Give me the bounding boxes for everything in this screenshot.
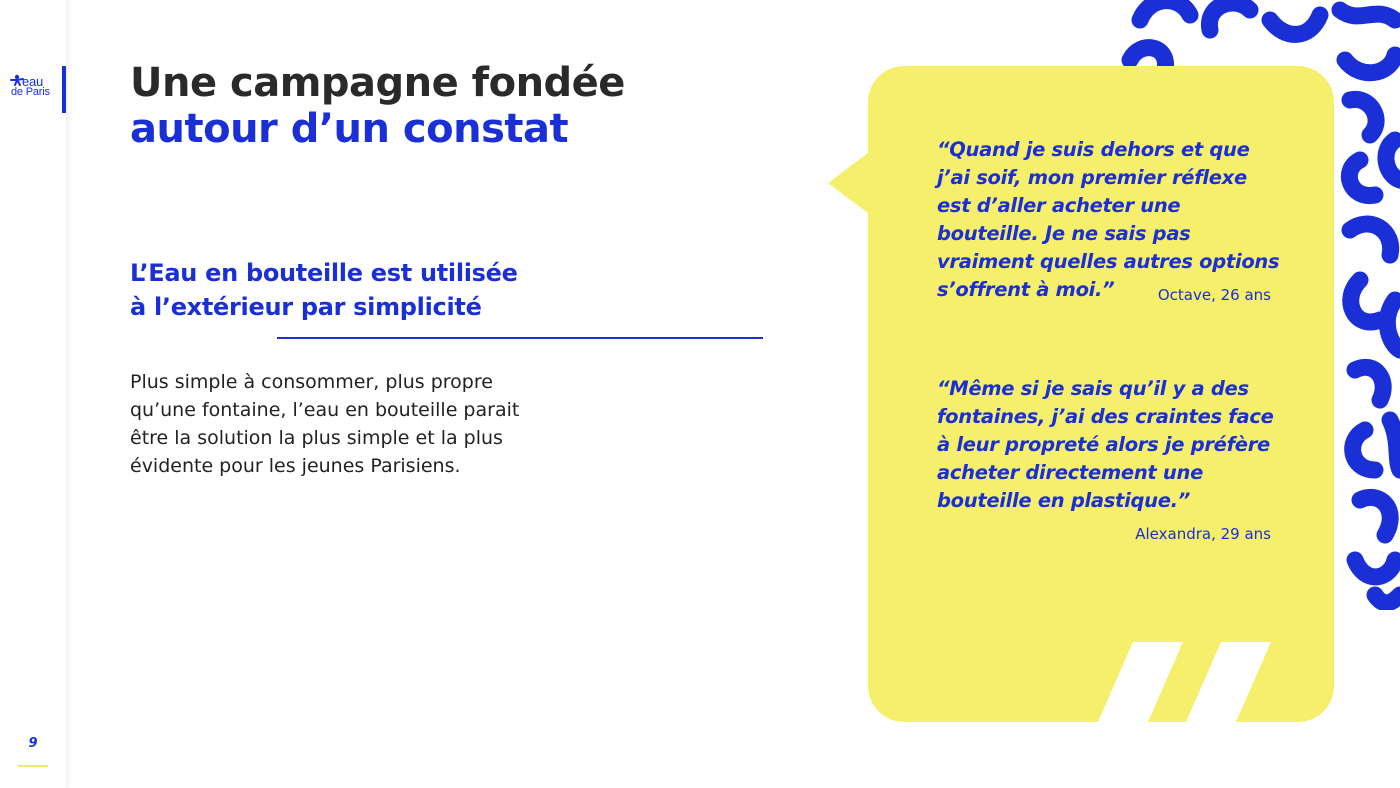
divider-rule [277, 337, 763, 339]
testimonial-author-2: Alexandra, 29 ans [1135, 525, 1271, 543]
logo-line-2: de Paris [11, 86, 50, 98]
title-line-1: Une campagne fondée [130, 60, 625, 106]
title-line-2: autour d’un constat [130, 106, 569, 152]
quotation-mark-icon [1098, 642, 1278, 722]
subtitle-line-1: L’Eau en bouteille est utilisée [130, 259, 518, 287]
sidebar [0, 0, 67, 788]
page-number-underline [18, 765, 48, 767]
page-number: 9 [28, 736, 38, 751]
section-subtitle [130, 256, 730, 324]
logo-accent-bar [62, 66, 66, 113]
testimonial-author-1: Octave, 26 ans [1157, 286, 1271, 304]
brand-logo [11, 76, 57, 98]
testimonial-quote-2: “Même si je sais qu’il y a des fontaines, j’ai des craintes face à leur propreté alors je préfère acheter directement une bouteille en plastique.” [937, 377, 1274, 512]
subtitle-line-2: à l’extérieur par simplicité [130, 293, 482, 321]
logo-line-1: eau [22, 74, 44, 89]
slide-title [130, 60, 625, 152]
body-paragraph: Plus simple à consommer, plus propre qu’une fontaine, l’eau en bouteille parait être la solution la plus simple et la plus évidente pour les jeunes Parisiens. [130, 371, 520, 477]
speech-bubble-tail [828, 150, 872, 216]
testimonial-quote-1: “Quand je suis dehors et que j’ai soif, mon premier réflexe est d’aller acheter une bouteille. Je ne sais pas vraiment quelles autres options s’offrent à moi.” [937, 138, 1280, 301]
